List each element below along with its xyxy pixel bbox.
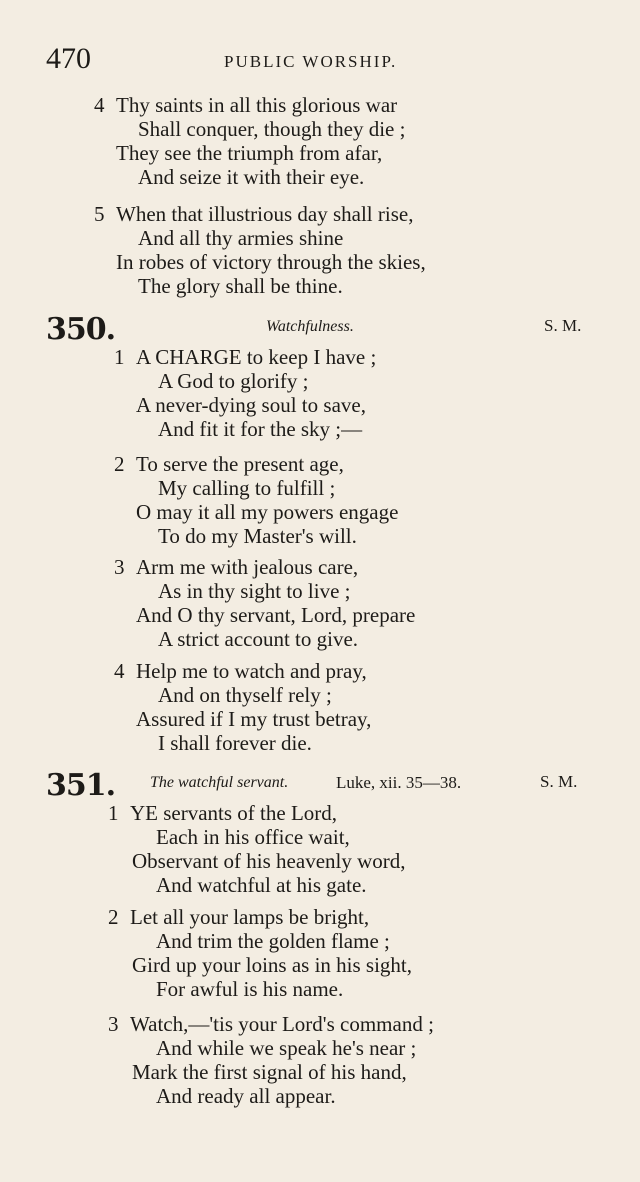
- verse-number: 1: [114, 345, 125, 369]
- verse-line: Observant of his heavenly word,: [132, 849, 406, 873]
- verse-line: When that illustrious day shall rise,: [116, 202, 414, 226]
- hymn-351-verse-3: [108, 1012, 434, 1108]
- hymn-reference: Luke, xii. 35—38.: [336, 773, 462, 792]
- hymn-heading: [46, 312, 600, 346]
- continued-verse-4: [94, 93, 405, 189]
- verse-line: Thy saints in all this glorious war: [116, 93, 398, 117]
- verse-line: And ready all appear.: [156, 1084, 336, 1108]
- verse-line: And while we speak he's near ;: [156, 1036, 417, 1060]
- verse-line: And fit it for the sky ;—: [158, 417, 363, 441]
- verse-number: 2: [108, 905, 119, 929]
- verse-line: And trim the golden flame ;: [156, 929, 390, 953]
- verse-line: The glory shall be thine.: [138, 274, 343, 298]
- verse-number: 4: [94, 93, 105, 117]
- verse-line: And O thy servant, Lord, prepare: [136, 603, 416, 627]
- verse-line: Mark the first signal of his hand,: [132, 1060, 407, 1084]
- verse-line: Gird up your loins as in his sight,: [132, 953, 413, 977]
- verse-line: For awful is his name.: [156, 977, 344, 1001]
- hymn-meter: S. M.: [540, 772, 578, 791]
- verse-line: They see the triumph from afar,: [116, 141, 383, 165]
- hymn-350-verse-1: [114, 345, 376, 441]
- hymn-350-verse-2: [114, 452, 398, 548]
- verse-line: Each in his office wait,: [156, 825, 350, 849]
- verse-line: A God to glorify ;: [158, 369, 309, 393]
- hymn-title: The watchful servant.: [150, 774, 289, 791]
- verse-line: YE servants of the Lord,: [130, 801, 338, 825]
- hymn-title: Watchfulness.: [266, 318, 354, 335]
- verse-line: Shall conquer, though they die ;: [138, 117, 406, 141]
- verse-line: And seize it with their eye.: [138, 165, 365, 189]
- verse-line: In robes of victory through the skies,: [116, 250, 426, 274]
- verse-line: Arm me with jealous care,: [136, 555, 359, 579]
- hymn-heading: [46, 768, 600, 802]
- verse-line: To serve the present age,: [136, 452, 344, 476]
- verse-line: To do my Master's will.: [158, 524, 357, 548]
- verse-line: And all thy armies shine: [138, 226, 344, 250]
- verse-number: 5: [94, 202, 105, 226]
- hymn-350-verse-3: [114, 555, 415, 651]
- verse-line: Help me to watch and pray,: [136, 659, 367, 683]
- verse-number: 2: [114, 452, 125, 476]
- running-title: PUBLIC WORSHIP.: [224, 52, 398, 71]
- verse-line: As in thy sight to live ;: [158, 579, 351, 603]
- verse-line: Assured if I my trust betray,: [136, 707, 372, 731]
- hymn-number: 351.: [46, 768, 116, 803]
- verse-line: Watch,—'tis your Lord's command ;: [130, 1012, 434, 1036]
- verse-line: And watchful at his gate.: [156, 873, 367, 897]
- verse-line: O may it all my powers engage: [136, 500, 399, 524]
- hymn-meter: S. M.: [544, 316, 582, 335]
- verse-number: 3: [114, 555, 125, 579]
- verse-line: A CHARGE to keep I have ;: [136, 345, 377, 369]
- verse-line: A strict account to give.: [158, 627, 359, 651]
- continued-verse-5: [94, 202, 426, 298]
- hymn-number: 350.: [46, 312, 116, 347]
- verse-line: I shall forever die.: [158, 731, 312, 755]
- verse-number: 4: [114, 659, 125, 683]
- verse-number: 3: [108, 1012, 119, 1036]
- page-header: [46, 42, 580, 82]
- verse-line: A never-dying soul to save,: [136, 393, 366, 417]
- hymn-351-verse-1: [108, 801, 406, 897]
- hymn-351-verse-2: [108, 905, 412, 1001]
- verse-number: 1: [108, 801, 119, 825]
- page-number: 470: [46, 42, 91, 75]
- verse-line: My calling to fulfill ;: [158, 476, 336, 500]
- hymn-350-verse-4: [114, 659, 371, 755]
- verse-line: Let all your lamps be bright,: [130, 905, 370, 929]
- verse-line: And on thyself rely ;: [158, 683, 332, 707]
